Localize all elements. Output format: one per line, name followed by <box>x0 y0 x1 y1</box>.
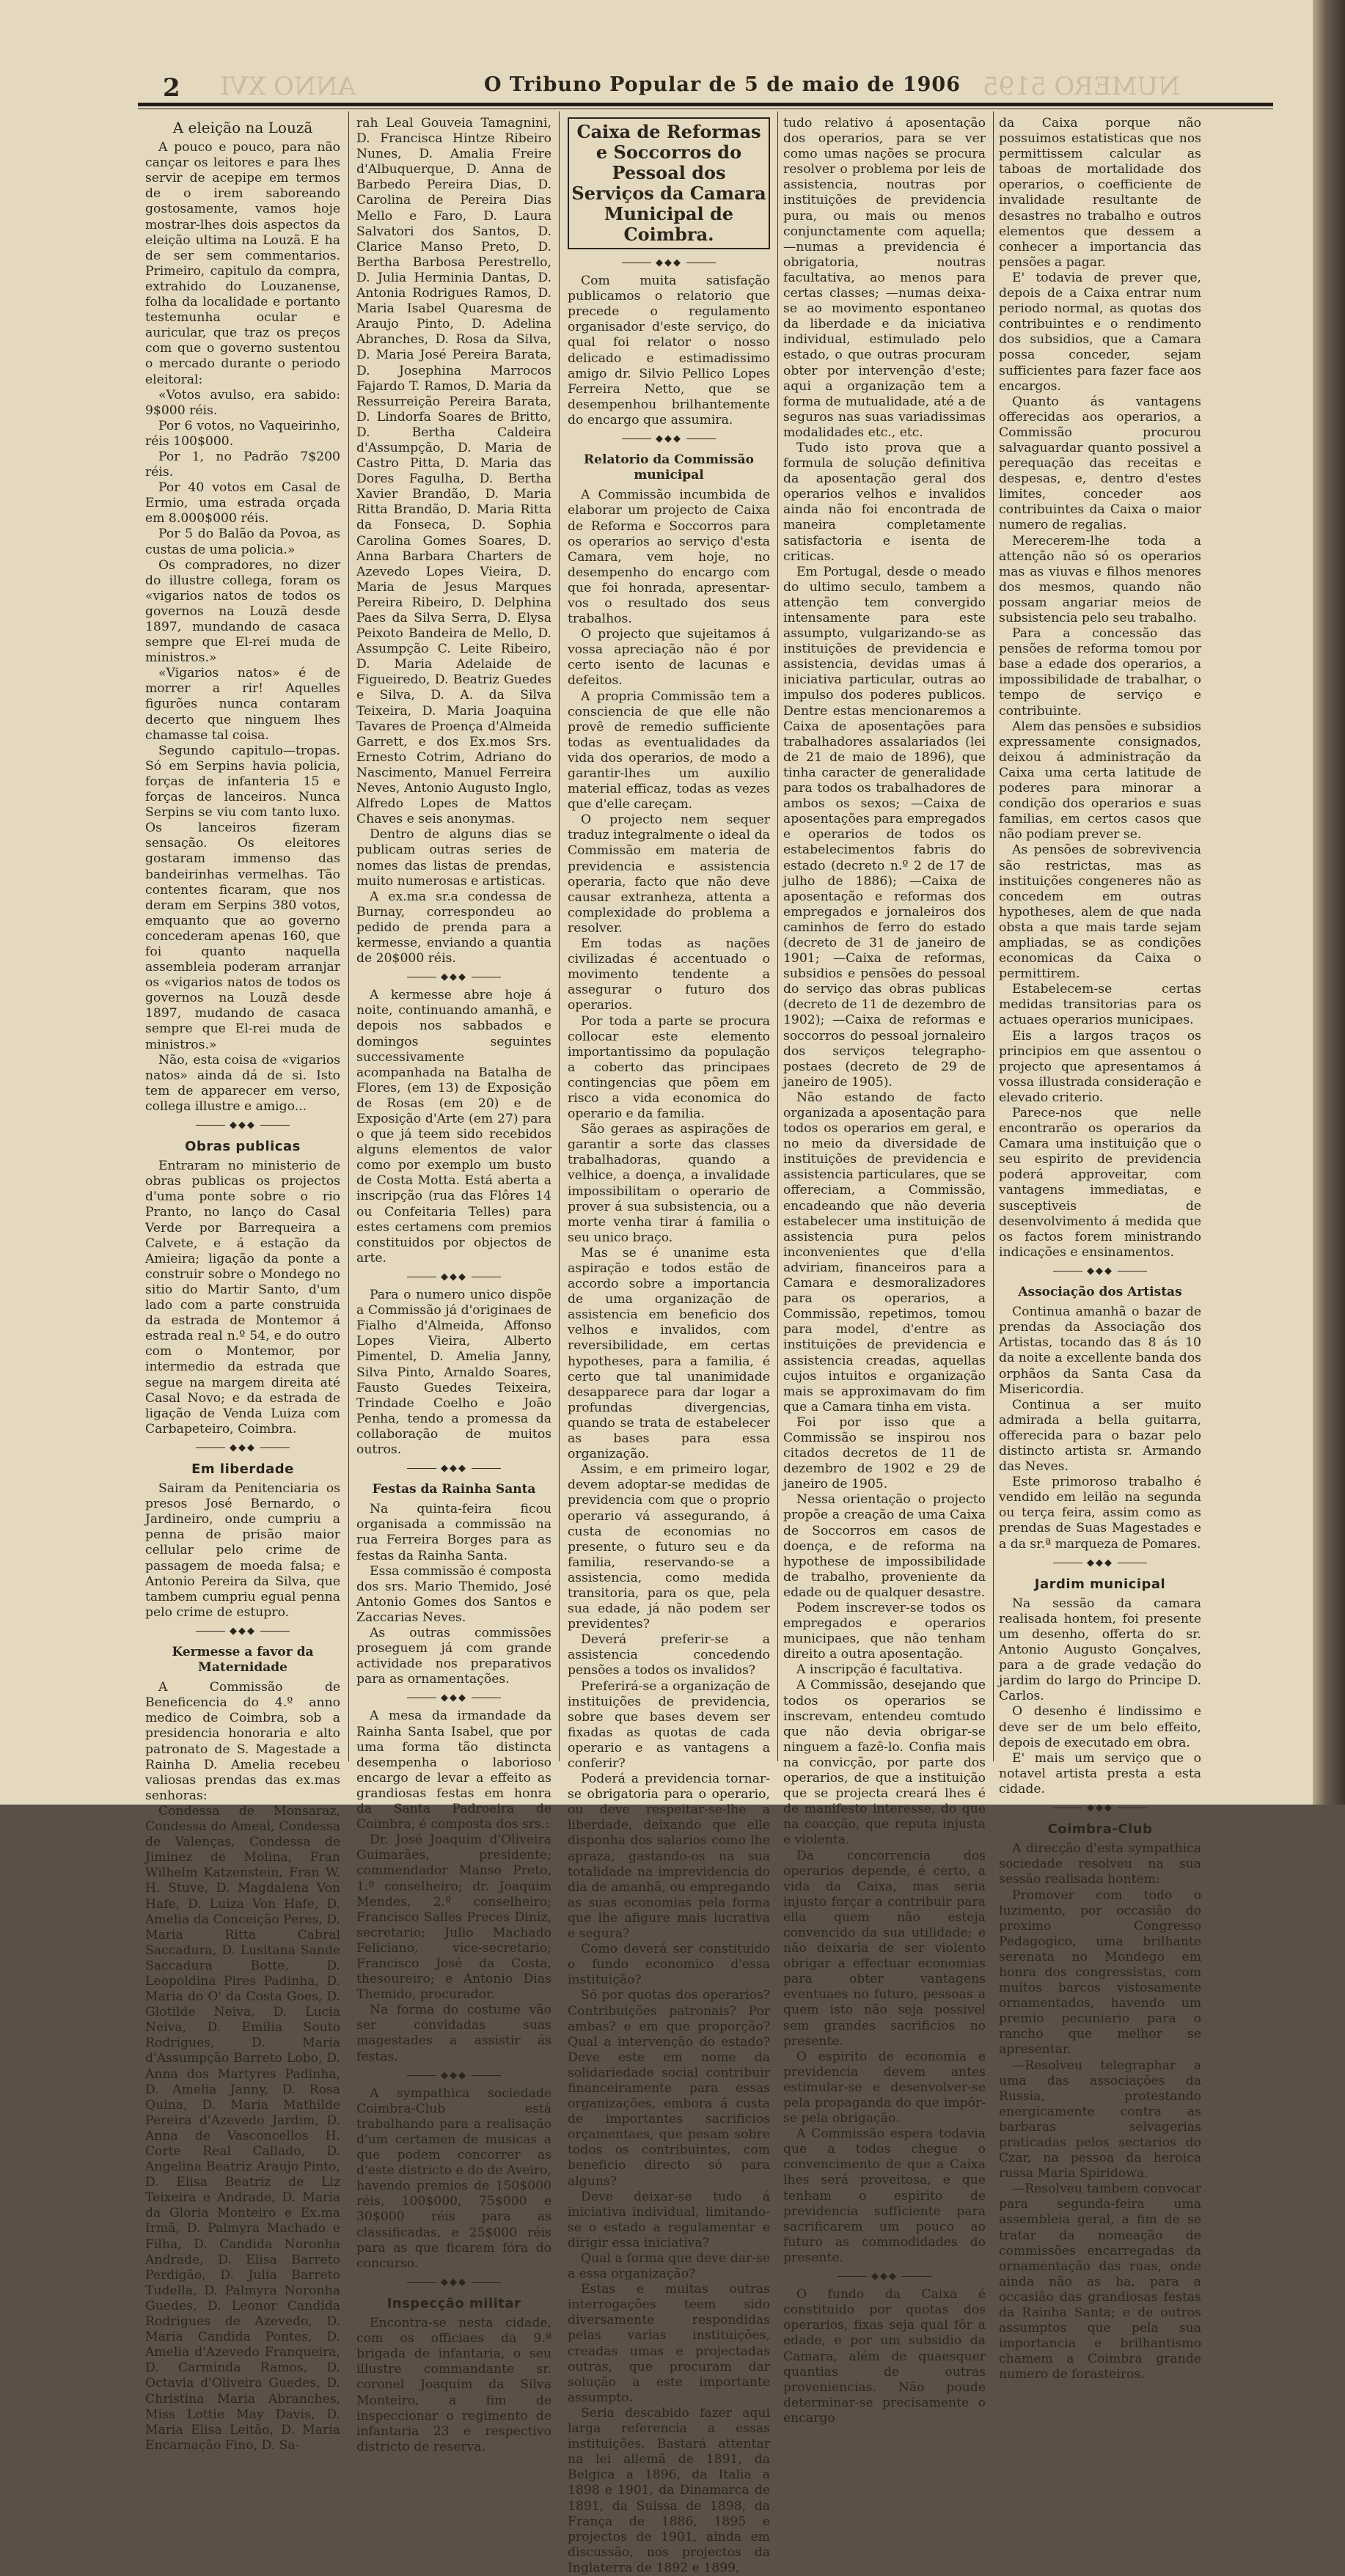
paragraph: Quanto ás vantagens offerecidas aos operarios, a Commissão procurou salvaguardar quanto possivel a perequação das receitas e despesas, e, dentro d'estes limites, conceder aos contribuintes da Caixa o maior numero de regalias. <box>999 394 1201 533</box>
paragraph: A propria Commissão tem a consciencia de que elle não provê de remedio sufficiente todas as eventualidades da vida dos operarios, de modo a garantir-lhes um auxilio material efficaz, todas as vezes que d'elle careçam. <box>568 689 770 812</box>
paragraph: A Commissão espera todavia que a todos chegue o convencimento de que a Caixa lhes será proveitosa, e que tenham o espirito de previdencia sufficiente para sacrificarem um pouco ao futuro as commodidades do presente. <box>783 2127 986 2265</box>
paragraph: Só por quotas dos operarios? Contribuições patronais? Por ambas? e em que proporção? Qual a intervenção do estado? Deve este em nome da solidariedade social contribuir financeiramente para essas organizações, embora á custa de importantes sacrificios orçamentaes, que pesam sobre todos os contribuintes, com beneficio directo só para alguns? <box>568 1988 770 2189</box>
paragraph: Por 5 do Balão da Povoa, as custas de uma policia.» <box>145 526 340 557</box>
paragraph: Alem das pensões e subsidios expressamente consignados, deixou á administração da Caixa uma certa latitude de poderes para minorar a condição dos operarios e suas familias, em certos casos que não podiam prever se. <box>999 719 1201 843</box>
paragraph: Na quinta-feira ficou organisada a commissão na rua Ferreira Borges para as festas da Rainha Santa. <box>356 1502 551 1563</box>
paragraph: A ex.ma sr.a condessa de Burnay, correspondeu ao pedido de prenda para a kermesse, enviando a quantia de 20$000 réis. <box>356 889 551 966</box>
paragraph: Em Portugal, desde o meado do ultimo seculo, tambem a attenção tem convergido intensamente para este assumpto, vulgarizando-se as instituições de previdencia e assistencia, devidas umas á iniciativa particular, outras ao impulso dos poderes publicos. Dentre estas mencionaremos a Caixa de aposentações para trabalhadores assalariados (lei de 21 de maio de 1896), que tinha caracter de generalidade para todos os trabalhadores de ambos os sexos; —Caixa de aposentações para empregados e operarios de todos os estabelecimentos fabris do estado (decreto n.º 2 de 17 de julho de 1886); —Caixa de aposentação e reformas dos empregados e jornaleiros dos caminhos de ferro do estado (decreto de 31 de janeiro de 1901; —Caixa de reformas, subsidios e pensões do pessoal do serviço das obras publicas (decreto de 11 de dezembro de 1902); —Caixa de reformas e soccorros do pessoal jornaleiro dos serviços telegrapho-postaes (decreto de 29 de janeiro de 1905). <box>783 564 986 1090</box>
paragraph: da Caixa porque não possuimos estatisticas que nos permittissem calcular as taboas de mortalidade dos operarios, o coefficiente de invalidade resultante de desastres no trabalho e outros elementos que dessem a conhecer a importancia das pensões a pagar. <box>999 116 1201 270</box>
paragraph: —Resolveu tambem convocar para segunda-feira uma assembleia geral, a fim de se tratar da nomeação de commissões encarregadas da ornamentação das ruas, onde ainda não as ha, para a occasião das grandiosas festas da Rainha Santa; e de outros assumptos que pela sua importancia e brilhantismo chamem a Coimbra grande numero de forasteiros. <box>999 2181 1201 2382</box>
section-heading: Em liberdade <box>191 1461 294 1477</box>
paragraph: Eis a largos traços os principios em que assentou o projecto que apresentamos á vossa illustrada consideração e elevado criterio. <box>999 1028 1201 1105</box>
paragraph: A mesa da irmandade da Rainha Santa Isabel, que por uma forma tão distincta desempenha o laborioso encargo de levar a effeito as grandiosas festas em honra da Santa Padroeira de Coimbra, é composta dos srs.: <box>356 1709 551 1832</box>
column-divider <box>348 111 349 1761</box>
paragraph: Por 1, no Padrão 7$200 réis. <box>145 449 340 480</box>
column-divider <box>559 111 560 1761</box>
paragraph: A Commissão incumbida de elaborar um projecto de Caixa de Reforma e Soccorros para os operarios ao serviço d'esta Camara, vem hoje, no desempenho do encargo com que foi honrada, apresentar-vos o resultado dos seus trabalhos. <box>568 488 770 627</box>
paragraph: Assim, e em primeiro logar, devem adoptar-se medidas de previdencia com que o proprio operario vá assegurando, á custa de economias no presente, o futuro seu e da familia, reservando-se a assistencia, como medida transitoria, para os que, pela sua edade, já não podem ser previdentes? <box>568 1462 770 1632</box>
section-heading-small: Kermesse a favor da Maternidade <box>172 1645 314 1676</box>
article-headline-boxed: Caixa de Reformas e Soccorros do Pessoal dos Serviços da Camara Municipal de Coimbra. <box>568 117 770 249</box>
paragraph: Promover com todo o luzimento, por occasião do proximo Congresso Pedagogico, uma brilhante serenata no Mondego em honra dos congressistas, com muitos barcos vistosamente ornamentados, havendo um premio pecuniario para o rancho que melhor se apresentar. <box>999 1887 1201 2058</box>
paragraph: O espirito de economia e previdencia devem antes estimular-se e desenvolver-se pela propaganda do que impôr-se pela obrigação. <box>783 2049 986 2127</box>
paragraph: Continua amanhã o bazar de prendas da Associação dos Artistas, tocando das 8 ás 10 da noite a excellente banda dos orphãos da Santa Casa da Misericordia. <box>999 1304 1201 1397</box>
paragraph: Não estando de facto organizada a aposentação para todos os operarios em geral, e no meio da diversidade de instituições de previdencia e assistencia particulares, que se offereciam, a Commissão, encadeando que não deveria estabelecer uma instituição de assistencia pura pelos inconvenientes que d'ella adviriam, financeiros para a Camara e desmoralizadores para os operarios, a Commissão, repetimos, tomou para model, d'entre as instituições de previdencia e assistencia creadas, aquellas cujos intuitos e organização mais se approximavam do fim que a Camara tinha em vista. <box>783 1090 986 1414</box>
ornament-separator: ◆◆◆ <box>145 1118 340 1133</box>
paragraph: A direcção d'esta sympathica sociedade resolveu na sua sessão realisada hontem: <box>999 1841 1201 1887</box>
paragraph: Seria descabido fazer aqui larga referencia a essas instituições. Bastará attentar na lei allemã de 1891, da Belgica a 1896, da Italia a 1898 e 1901, da Dinamarca de 1891, da Suissa de 1898, da França de 1886, 1895 e projectos de 1901, ainda em discussão, nos projectos da Inglaterra de 1892 e 1899, <box>568 2405 770 2575</box>
page-edge-shadow <box>1313 0 1345 1805</box>
paragraph: As pensões de sobrevivencia são restrictas, mas as instituições congeneres não as concedem em outras hypotheses, alem de que nada obsta a que mais tarde sejam ampliadas, se as condições economicas da Caixa o permittirem. <box>999 843 1201 982</box>
section-heading-small: Festas da Rainha Santa <box>372 1482 536 1497</box>
paragraph: Merecerem-lhe toda a attenção não só os operarios mas as viuvas e filhos menores dos mesmos, quando não possam angariar meios de subsistencia pelo seu trabalho. <box>999 533 1201 625</box>
ornament-separator: ◆◆◆ <box>568 431 770 447</box>
section-heading-small: Relatorio da Commissão municipal <box>584 452 754 483</box>
paragraph: Este primoroso trabalho é vendido em leilão na segunda ou terça feira, assim como as prendas de Suas Magestades e a da sr.ª marqueza de Pomares. <box>999 1475 1201 1552</box>
paragraph: Por 6 votos, no Vaqueirinho, réis 100$000. <box>145 418 340 449</box>
paragraph: Estas e muitas outras interrogações teem sido diversamente respondidas pelas varias instituições, creadas umas e projectadas outras, que procuram dar solução a este importante assumpto. <box>568 2282 770 2405</box>
ornament-separator: ◆◆◆ <box>145 1623 340 1639</box>
paragraph: Para o numero unico dispõe a Commissão já d'originaes de Fialho d'Almeida, Affonso Lopes Vieira, Alberto Pimentel, D. Amelia Janny, Silva Pinto, Arnaldo Soares, Fausto Guedes Teixeira, Trindade Coelho e João Penha, tendo a promessa da collaboração de muitos outros. <box>356 1288 551 1457</box>
paragraph: O desenho é lindissimo e deve ser de um belo effeito, depois de executado em obra. <box>999 1704 1201 1750</box>
paragraph: Poderá a previdencia tornar-se obrigatoria para o operario, ou deve respeitar-se-lhe a liberdade, deixando que elle disponha dos salarios como lhe apraza, gastando-os na sua totalidade na imprevidencia do dia de amanhã, ou empregando as suas economias pela forma que lhe afigure mais lucrativa e segura? <box>568 1772 770 1942</box>
paragraph: Parece-nos que nelle encontrarão os operarios da Camara uma instituição que o seu espirito de previdencia poderá approveitar, com vantagens immediatas, e susceptiveis de desenvolvimento á medida que os factos forem ministrando indicações e ensinamentos. <box>999 1106 1201 1260</box>
paragraph: Dr. José Joaquim d'Oliveira Guimarães, presidente; commendador Manso Preto, 1.º conselheiro; dr. Joaquim Mendes, 2.º conselheiro; Francisco Salles Preces Diniz, secretario; Julio Machado Feliciano, vice-secretario; Francisco José da Costa, thesoureiro; e Antonio Dias Themido, procurador. <box>356 1832 551 2003</box>
paragraph: Na sessão da camara realisada hontem, foi presente um desenho, offerta do sr. Antonio Augusto Gonçalves, para a de grade vedação do jardim do largo do Principe D. Carlos. <box>999 1596 1201 1704</box>
paragraph: A inscripção é facultativa. <box>796 1662 963 1678</box>
paragraph: Por toda a parte se procura collocar este elemento importantissimo da população a coberto das principaes contingencias que põem em risco a vida economica do operario e da familia. <box>568 1013 770 1122</box>
paragraph: Tudo isto prova que a formula de solução definitiva da aposentação geral dos operarios velhos e invalidos ainda não foi encontrada de maneira completamente satisfactoria e isenta de criticas. <box>783 440 986 564</box>
ornament-separator: ◆◆◆ <box>568 255 770 271</box>
paragraph: Sairam da Penitenciaria os presos José Bernardo, o Jardineiro, onde cumpriu a penna de prisão maior cellular pelo crime de passagem de moeda falsa; e Antonio Pereira da Silva, que tambem cumpriu egual penna pelo crime de estupro. <box>145 1481 340 1620</box>
section-heading: Jardim municipal <box>1034 1576 1166 1592</box>
bleedthrough-right: NUMERO 5195 <box>983 72 1180 101</box>
masthead-title: O Tribuno Popular de 5 de maio de 1906 <box>484 73 961 96</box>
column-1 <box>145 116 340 2453</box>
paragraph: Podem inscrever-se todos os empregados e operarios municipaes, que não tenham direito a outra aposentação. <box>783 1601 986 1662</box>
paragraph: Por 40 votos em Casal de Ermio, uma estrada orçada em 8.000$000 réis. <box>145 480 340 526</box>
column-2 <box>356 116 551 2454</box>
paragraph: Segundo capitulo—tropas. Só em Serpins havia policia, forças de infanteria 15 e forças de lanceiros. Nunca Serpins se viu com tanto luxo. Os lanceiros fizeram sensação. Os eleitores gostaram immenso das bandeirinhas vermelhas. Tão contentes ficaram, que nos deram em Serpins 380 votos, emquanto que ao governo concederam apenas 160, que foi quanto naquella assembleia poderam arranjar os «vigarios natos de todos os governos na Louzã desde 1897, mudando de casaca sempre que El-rei muda de ministros.» <box>145 743 340 1052</box>
paragraph: O fundo da Caixa é constituido por quotas dos operarios, fixas seja qual fôr a edade, e por um subsidio da Camara, além de quaesquer quantias de outras proveniencias. Não poude determinar-se precisamente o encargo <box>783 2287 986 2426</box>
ornament-separator: ◆◆◆ <box>145 1440 340 1456</box>
page-number: 2 <box>163 73 180 103</box>
paragraph: Com muita satisfação publicamos o relatorio que precede o regulamento organisador d'este serviço, do qual foi relator o nosso delicado e estimadissimo amigo dr. Silvio Pellico Lopes Ferreira Netto, que se desempenhou brilhantemente do encargo que assumira. <box>568 274 770 428</box>
paragraph: Deve deixar-se tudo á iniciativa individual, limitando-se o estado a regulamentar e dirigir essa iniciativa? <box>568 2189 770 2250</box>
paragraph: São geraes as aspirações de garantir a sorte das classes trabalhadoras, quando a velhice, a doença, a invalidade impossibilitam o operario de prover á sua subsistencia, ou a morte venha tirar á familia o seu unico braço. <box>568 1122 770 1245</box>
paragraph: Qual a forma que deve dar-se a essa organização? <box>568 2251 770 2282</box>
paragraph: Preferirá-se a organização de instituições de previdencia, sobre que bases devem ser fixadas as quotas de cada operario e as vantagens a conferir? <box>568 1678 770 1771</box>
paragraph: Mas se é unanime esta aspiração e todos estão de accordo sobre a importancia de uma organização de assistencia em beneficio dos velhos e invalidos, com reversibilidade, em certas hypotheses, para a familia, é certo que tal unanimidade desapparece para dar logar a profundas divergencias, quando se trata de estabelecer as bases para essa organização. <box>568 1245 770 1462</box>
paragraph: Entraram no ministerio de obras publicas os projectos d'uma ponte sobre o rio Pranto, no lanço do Casal Verde por Barrequeira a Calvete, e á estação da Amieira; ligação da ponte a construir sobre o Mondego no sitio do Martir Santo, d'um lado com a parte construida da estrada de Montemor á estrada real n.º 54, e do outro com o Montemor, por intermedio da estrada que segue na margem direita até Casal Novo; e da estrada de ligação de Venda Luiza com Carbapeteiro, Coimbra. <box>145 1159 340 1436</box>
paragraph: Para a concessão das pensões de reforma tomou por base a edade dos operarios, a impossibilidade de trabalhar, o tempo de serviço e contribuinte. <box>999 626 1201 719</box>
paragraph: Os compradores, no dizer do illustre collega, foram os «vigarios natos de todos os governos na Louzã desde 1897, mundando de casaca sempre que El-rei muda de ministros.» <box>145 557 340 666</box>
paragraph: O projecto que sujeitamos á vossa apreciação não é por certo isento de lacunas e defeitos. <box>568 627 770 689</box>
ornament-separator: ◆◆◆ <box>356 2068 551 2083</box>
paragraph: Em todas as nações civilizadas é accentuado o movimento tendente a assegurar o futuro dos operarios. <box>568 936 770 1013</box>
ornament-separator: ◆◆◆ <box>356 1461 551 1476</box>
paragraph: O projecto nem sequer traduz integralmente o ideal da Commissão em materia de previdencia e assistencia operaria, facto que não deve causar extranheza, attenta a complexidade do problema a resolver. <box>568 812 770 936</box>
ornament-separator: ◆◆◆ <box>356 2275 551 2290</box>
paragraph: Da concorrencia dos operarios depende, é certo, a vida da Caixa, mas seria injusto forçar a contribuir para ella quem não esteja convencido da sua utilidade; e não deixaria de ser violento obrigar a effectuar economias para obter vantagens eventuaes no futuro, pessoas a quem isto não seja possivel sem grandes sacrificios no presente. <box>783 1848 986 2049</box>
paragraph: Encontra-se nesta cidade, com os officiaes da 9.ª brigada de infantaria, o seu illustre commandante sr. coronel Joaquim da Silva Monteiro, a fim de inspeccionar o regimento de infantaria 23 e respectivo districto de reserva. <box>356 2316 551 2454</box>
article-headline: A eleição na Louzã <box>172 119 313 136</box>
paragraph: «Vigarios natos» é de morrer a rir! Aquelles figurões nunca contaram decerto que ninguem lhes chamasse tal coisa. <box>145 666 340 743</box>
paragraph: A sympathica sociedade Coimbra-Club está trabalhando para a realisação d'um certamen de musicas a que podem concorrer as d'este districto e do de Aveiro, havendo premios de 150$000 réis, 100$000, 75$000 e 30$000 réis para as classificadas, e 25$000 réis para as que ficarem fóra do concurso. <box>356 2085 551 2271</box>
section-heading-small: Associação dos Artistas <box>1018 1285 1182 1300</box>
column-4 <box>783 116 986 2426</box>
paragraph: «Votos avulso, era sabido: 9$000 réis. <box>145 387 340 418</box>
ornament-separator: ◆◆◆ <box>999 1555 1201 1571</box>
bleedthrough-left: ANNO XVI <box>220 72 356 101</box>
paragraph: A pouco e pouco, para não cançar os leitores e para lhes servir de acepipe em termos de o irem saboreando gostosamente, vamos hoje mostrar-lhes dois aspectos da eleição ultima na Louzã. E ha de ser sem commentarios. Primeiro, capitulo da compra, extrahido do Louzanense, folha da localidade e portanto testemunha ocular e auricular, que traz os preços com que o governo sustentou o mercado durante o periodo eleitoral: <box>145 140 340 387</box>
column-5 <box>999 116 1201 2382</box>
paragraph: Continua a ser muito admirada a bella guitarra, offerecida para o bazar pelo distincto artista sr. Armando das Neves. <box>999 1397 1201 1475</box>
paragraph: Foi por isso que a Commissão se inspirou nos citados decretos de 11 de dezembro de 1902 e 29 de janeiro de 1905. <box>783 1414 986 1492</box>
ornament-separator: ◆◆◆ <box>783 2269 986 2284</box>
ornament-separator: ◆◆◆ <box>999 1800 1201 1816</box>
column-divider <box>993 111 994 1761</box>
paragraph: A Commissão de Beneficencia do 4.º anno medico de Coimbra, sob a presidencia honoraria e alto patronato de S. Magestade a Rainha D. Amelia recebeu valiosas prendas das ex.mas senhoras: <box>145 1680 340 1803</box>
paragraph: Estabelecem-se certas medidas transitorias para os actuaes operarios municipaes. <box>999 982 1201 1028</box>
column-3 <box>568 116 770 2575</box>
paragraph: A Commissão, desejando que todos os operarios se inscrevam, entendeu comtudo que não devia obrigar-se ninguem a fazê-lo. Confia mais na convicção, por parte dos operarios, de que a instituição que se projecta creará lhes é de manifesto interesse, do que na coacção, que reputa injusta e violenta. <box>783 1678 986 1848</box>
paragraph: Não, esta coisa de «vigarios natos» ainda dá de si. Isto tem de apparecer em verso, collega illustre e amigo... <box>145 1052 340 1114</box>
ornament-separator: ◆◆◆ <box>999 1263 1201 1279</box>
paragraph: rah Leal Gouveia Tamagnini, D. Francisca Hintze Ribeiro Nunes, D. Amalia Freire d'Albuquerque, D. Anna de Barbedo Pereira Dias, D. Carolina de Pereira Dias Mello e Faro, D. Laura Salvatori dos Santos, D. Clarice Manso Preto, D. Bertha Barbosa Perestrello, D. Julia Herminia Dantas, D. Antonia Rodrigues Ramos, D. Maria Isabel Quaresma de Araujo Pinto, D. Adelina Abranches, D. Rosa da Silva, D. Maria José Pereira Barata, D. Josephina Marrocos Fajardo T. Ramos, D. Maria da Ressurreição Pereira Barata, D. Lindorfa Soares de Britto, D. Bertha Caldeira d'Assumpção, D. Maria de Castro Pitta, D. Maria das Dores Fagulha, D. Bertha Xavier Brandão, D. Maria Ritta Brandão, D. Maria Ritta da Fonseca, D. Sophia Carolina Gomes Soares, D. Anna Barbara Charters de Azevedo Lopes Vieira, D. Maria de Jesus Marques Pereira Ribeiro, D. Delphina Paes da Silva Serra, D. Elysa Peixoto Bandeira de Mello, D. Assumpção C. Leite Ribeiro, D. Maria Adelaide de Figueiredo, D. Beatriz Guedes e Silva, D. A. da Silva Teixeira, D. Maria Joaquina Tavares de Proença d'Almeida Garrett, e dos Ex.mos Srs. Ernesto Cotrim, Adriano do Nascimento, Manuel Ferreira Neves, Antonio Augusto Inglo, Alfredo Lopes de Mattos Chaves e seis anonymas. <box>356 116 551 827</box>
ornament-separator: ◆◆◆ <box>356 1269 551 1285</box>
paragraph: Como deverá ser constituido o fundo economico d'essa instituição? <box>568 1942 770 1988</box>
section-heading: Coimbra-Club <box>1047 1821 1153 1838</box>
paragraph: A kermesse abre hoje á noite, continuando amanhã, e depois nos sabbados e domingos seguintes successivamente acompanhada na Batalha de Flores, (em 13) de Exposição de Rosas (em 20) e de Exposição d'Arte (em 27) para o que já teem sido recebidos alguns elementos de valor como por exemplo um busto de Costa Motta. Está aberta a inscripção (rua das Flôres 14 ou Confeitaria Telles) para estes certamens com premios constituidos por objectos de arte. <box>356 988 551 1266</box>
paragraph: E' mais um serviço que o notavel artista presta a esta cidade. <box>999 1750 1201 1797</box>
ornament-separator: ◆◆◆ <box>356 1690 551 1706</box>
ornament-separator: ◆◆◆ <box>356 969 551 985</box>
paragraph: tudo relativo á aposentação dos operarios, para se ver como umas nações se procura resolver o problema por leis de assistencia, noutras por instituições de previdencia pura, ou mais ou menos conjunctamente com aquella; —numas a previdencia é obrigatoria, noutras facultativa, ao menos para certas classes; —numas deixa-se ao movimento espontaneo da liberdade e da iniciativa individual, estimulado pelo estado, o que outras procuram obter por intervenção d'este; aqui a organização tem a forma de mutualidade, até a de seguros nas suas variadissimas modalidades etc., etc. <box>783 116 986 440</box>
paragraph: Essa commissão é composta dos srs. Mario Themido, José Antonio Gomes dos Santos e Zaccarias Neves. <box>356 1563 551 1625</box>
section-heading: Obras publicas <box>185 1139 301 1155</box>
paragraph: As outras commissões proseguem já com grande actividade nos preparativos para as ornamentações. <box>356 1626 551 1687</box>
section-heading: Inspecção militar <box>386 2295 521 2311</box>
column-divider <box>777 111 778 1761</box>
paragraph: Dentro de alguns dias se publicam outras series de nomes das listas de prendas, muito numerosas e artisticas. <box>356 827 551 889</box>
paragraph: E' todavia de prever que, depois de a Caixa entrar num periodo normal, as quotas dos contribuintes e o rendimento dos subsidios, que a Camara possa conceder, sejam sufficientes para fazer face aos encargos. <box>999 270 1201 394</box>
paragraph: Deverá preferir-se a assistencia concedendo pensões a todos os invalidos? <box>568 1632 770 1678</box>
paragraph: —Resolveu telegraphar a uma das associações da Russia, protestando energicamente contra as barbaras selvagerias praticadas pelos sectarios do Czar, na pessoa da heroica russa Maria Spiridowa. <box>999 2058 1201 2181</box>
paragraph: Condessa de Monsaraz, Condessa do Ameal, Condessa de Valenças, Condessa de Jiminez de Molina, Fran Wilhelm Katzenstein, Fran W. H. Stuve, D. Magdalena Von Hafe, D. Luiza Von Hafe, D. Amelia da Conceição Peres, D. Maria Ritta Cabral Saccadura, D. Lusitana Sande Saccadura Botte, D. Leopoldina Pires Padinha, D. Maria do O' da Costa Goes, D. Glotilde Neiva, D. Lucia Neiva, D. Emilia Souto Rodrigues, D. Maria d'Assumpção Barreto Lobo, D. Anna dos Martyres Padinha, D. Amelia Janny, D. Rosa Quina, D. Maria Mathilde Pereira d'Azevedo Jardim, D. Anna de Vasconcellos H. Corte Real Callado, D. Angelina Beatriz Araujo Pinto, D. Elisa Beatriz de Liz Teixeira e Andrade, D. Maria da Gloria Monteiro e Ex.ma Irmã, D. Palmyra Machado e Filha, D. Candida Noronha Andrade, D. Elisa Barreto Perdigão, D. Julia Barreto Tudella, D. Palmyra Noronha Guedes, D. Leonor Candida Rodrigues de Azevedo, D. Maria Candida Pontes, D. Amelia d'Azevedo Franqueira, D. Carminda Ramos, D. Octavia d'Oliveira Guedes, D. Christina Maria Abranches, Miss Lottie May Davis, D. Maria Elisa Leitão, D. Maria Encarnação Fino, D. Sa- <box>145 1803 340 2453</box>
paragraph: Nessa orientação o projecto propõe a creação de uma Caixa de Soccorros em casos de doença, e de reforma na hypothese de impossibilidade de trabalho, proveniente da edade ou de qualquer desastre. <box>783 1492 986 1600</box>
header-rule-thick <box>138 103 1273 106</box>
paragraph: Na forma do costume vão ser convidadas suas magestades a assistir ás festas. <box>356 2003 551 2064</box>
